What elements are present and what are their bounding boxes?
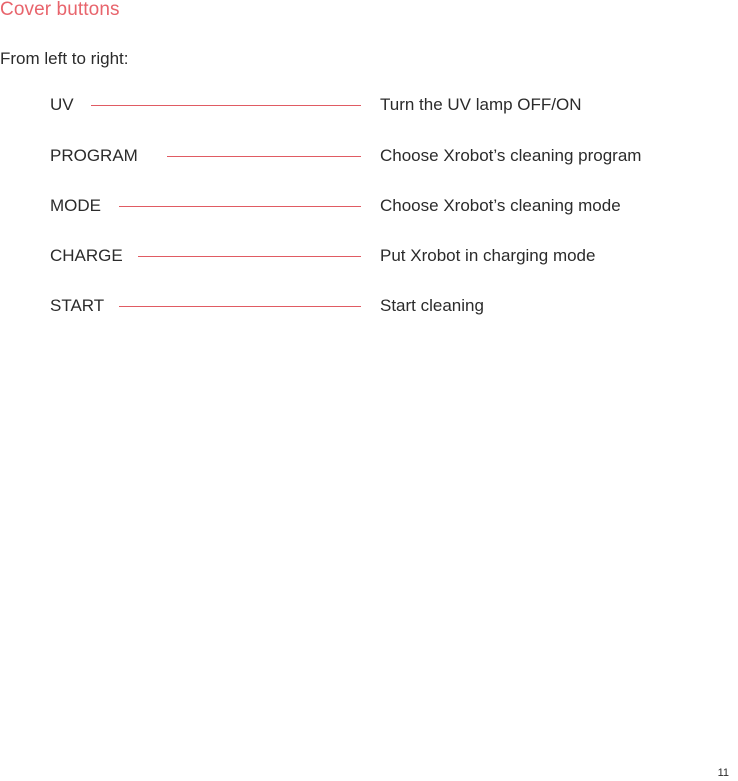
leader-line [119,206,361,207]
intro-text: From left to right: [0,49,129,68]
button-row-start [0,295,738,321]
button-description: Put Xrobot in charging mode [380,246,596,265]
button-description: Choose Xrobot’s cleaning program [380,146,642,165]
button-row-program [0,145,738,171]
button-description: Turn the UV lamp OFF/ON [380,95,582,114]
button-name: CHARGE [50,246,123,265]
button-description: Start cleaning [380,296,484,315]
button-row-charge [0,245,738,271]
button-name: START [50,296,105,315]
leader-line [167,156,361,157]
section-title: Cover buttons [0,0,120,20]
button-name: MODE [50,196,101,215]
button-name: UV [50,95,74,114]
page-number: 11 [717,767,729,779]
button-name: PROGRAM [50,146,138,165]
button-row-mode [0,195,738,221]
leader-line [138,256,361,257]
leader-line [91,105,361,106]
button-row-uv [0,94,738,120]
leader-line [119,306,361,307]
button-description: Choose Xrobot’s cleaning mode [380,196,621,215]
